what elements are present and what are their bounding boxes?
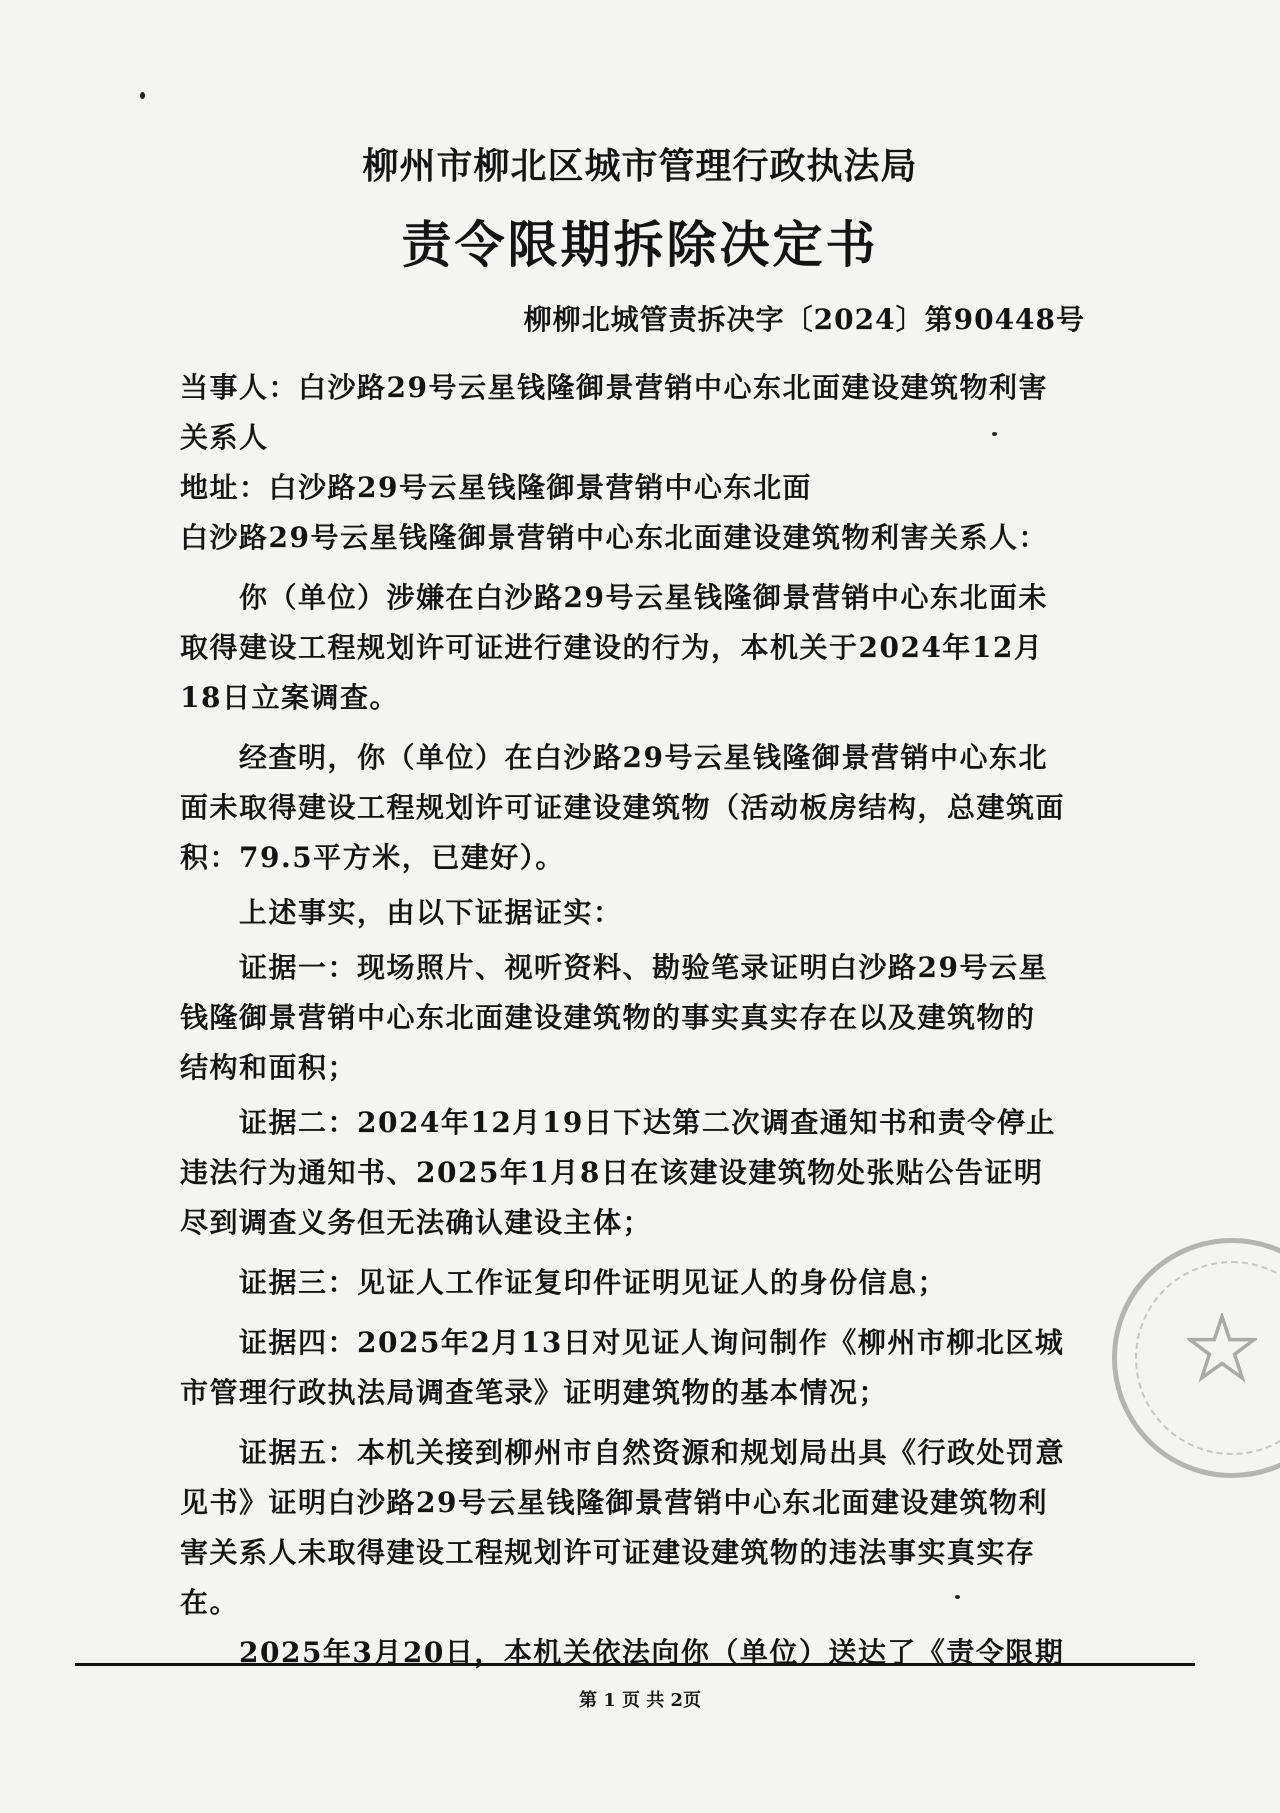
body-line: 尽到调查义务但无法确认建设主体； [180, 1206, 653, 1239]
body-line: 关系人 [180, 421, 269, 454]
scan-speck [955, 1595, 960, 1599]
body-line: 见书》证明白沙路29号云星钱隆御景营销中心东北面建设建筑物利 [180, 1486, 1048, 1519]
body-line: 证据五：本机关接到柳州市自然资源和规划局出具《行政处罚意 [180, 1436, 1066, 1469]
document-title: 责令限期拆除决定书 [401, 215, 879, 274]
footer-rule [75, 1663, 1195, 1666]
body-line: 证据四：2025年2月13日对见证人询问制作《柳州市柳北区城 [180, 1326, 1065, 1359]
scan-speck [992, 432, 997, 436]
document-number: 柳柳北城管责拆决字〔2024〕第90448号 [523, 303, 1085, 336]
body-line: 结构和面积； [180, 1051, 358, 1084]
body-line: 证据二：2024年12月19日下达第二次调查通知书和责令停止 [180, 1106, 1056, 1139]
body-line: 18日立案调查。 [180, 681, 399, 714]
body-line: 你（单位）涉嫌在白沙路29号云星钱隆御景营销中心东北面未 [180, 581, 1048, 614]
body-line: 害关系人未取得建设工程规划许可证建设建筑物的违法事实真实存 [180, 1536, 1036, 1569]
official-seal [1112, 1238, 1280, 1478]
seal-star-icon [1187, 1313, 1257, 1383]
issuer-heading: 柳州市柳北区城市管理行政执法局 [362, 145, 918, 187]
body-line: 面未取得建设工程规划许可证建设建筑物（活动板房结构，总建筑面 [180, 791, 1066, 824]
body-line: 证据三：见证人工作证复印件证明见证人的身份信息； [180, 1266, 948, 1299]
body-line: 地址：白沙路29号云星钱隆御景营销中心东北面 [180, 471, 812, 504]
body-line: 证据一：现场照片、视听资料、勘验笔录证明白沙路29号云星 [180, 951, 1048, 984]
body-line: 经查明，你（单位）在白沙路29号云星钱隆御景营销中心东北 [180, 741, 1048, 774]
body-line: 钱隆御景营销中心东北面建设建筑物的事实真实存在以及建筑物的 [180, 1001, 1036, 1034]
body-line: 白沙路29号云星钱隆御景营销中心东北面建设建筑物利害关系人： [180, 521, 1048, 554]
body-line: 上述事实，由以下证据证实： [180, 896, 623, 929]
body-line: 违法行为通知书、2025年1月8日在该建设建筑物处张贴公告证明 [180, 1156, 1044, 1189]
scan-speck [140, 92, 145, 99]
page-number: 第 1 页 共 2页 [578, 1690, 702, 1711]
body-line: 当事人：白沙路29号云星钱隆御景营销中心东北面建设建筑物利害 [180, 371, 1048, 404]
body-line: 2025年3月20日，本机关依法向你（单位）送达了《责令限期 [180, 1636, 1065, 1669]
body-line: 在。 [180, 1586, 240, 1619]
body-line: 市管理行政执法局调查笔录》证明建筑物的基本情况； [180, 1376, 889, 1409]
body-line: 取得建设工程规划许可证进行建设的行为，本机关于2024年12月 [180, 631, 1044, 664]
body-line: 积：79.5平方米，已建好）。 [180, 841, 565, 874]
